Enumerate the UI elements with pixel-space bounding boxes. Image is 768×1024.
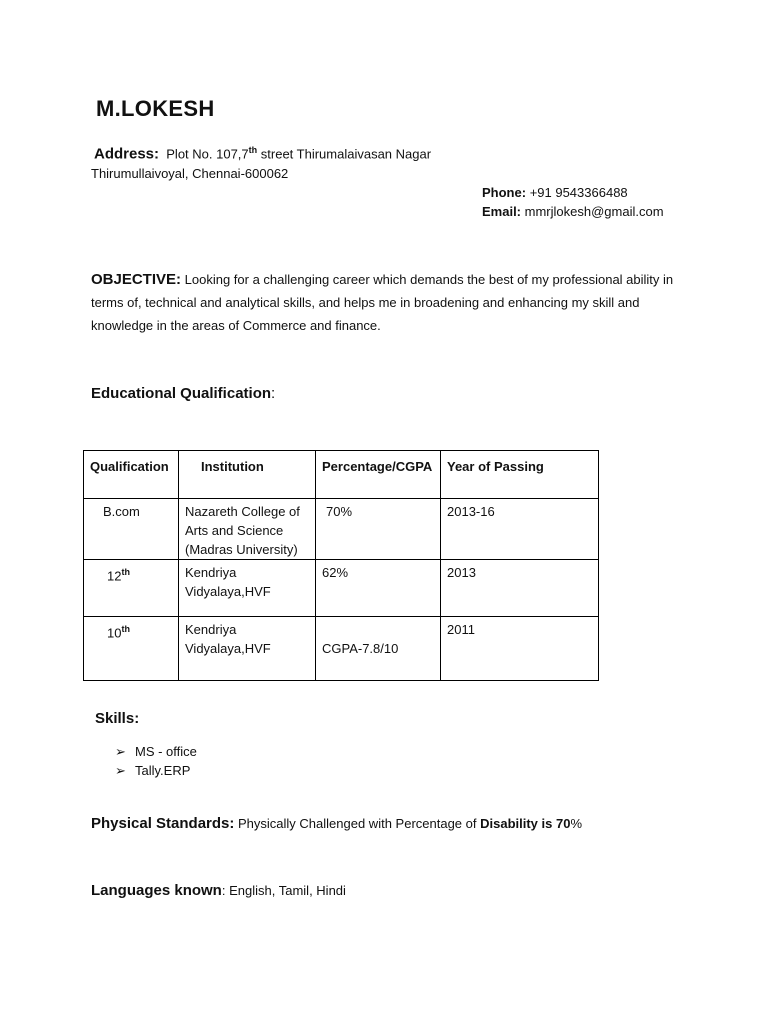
address-label: Address:: [94, 145, 160, 163]
phone-number: +91 9543366488: [529, 185, 628, 200]
table-cell: [84, 560, 179, 617]
table-header-row: [84, 451, 599, 499]
phone-line: [482, 185, 628, 200]
table-cell: [441, 617, 599, 681]
row-institution: Nazareth College of Arts and Science (Madras University): [185, 504, 300, 557]
table-header: [84, 451, 179, 499]
candidate-name: M.LOKESH: [96, 96, 215, 121]
phone-label: Phone:: [482, 185, 527, 200]
row-percentage: CGPA-7.8/10: [322, 641, 399, 656]
row-institution: Kendriya Vidyalaya,HVF: [185, 622, 271, 656]
table-header: [179, 451, 316, 499]
qualification-number: 10: [107, 625, 122, 641]
physical-label: Physical Standards:: [91, 815, 235, 832]
education-heading-colon: :: [271, 385, 276, 402]
skills-heading: Skills:: [95, 710, 140, 727]
physical-text: Physically Challenged with Percentage of: [238, 816, 477, 831]
table-header: [441, 451, 599, 499]
address-line-1: [94, 145, 431, 162]
table-row: [84, 560, 599, 617]
row-percentage: 70%: [326, 504, 353, 519]
row-year: 2013: [447, 565, 476, 580]
physical-standards: [91, 815, 582, 832]
languages-known: [91, 882, 346, 899]
arrow-bullet-icon: ➢: [115, 763, 126, 778]
languages-text: English, Tamil, Hindi: [229, 883, 346, 898]
email-line: [482, 204, 664, 219]
header-year: Year of Passing: [447, 459, 544, 474]
education-heading-text: Educational Qualification: [91, 385, 272, 402]
physical-tail: %: [570, 816, 582, 831]
objective-section: [91, 268, 691, 337]
qualification-number: 12: [107, 568, 122, 584]
list-item: [115, 761, 197, 780]
list-item: [115, 742, 197, 761]
table-cell: [179, 499, 316, 560]
address-line-2: Thirumullaivoyal, Chennai-600062: [91, 166, 289, 181]
skills-list: [115, 742, 197, 780]
languages-colon: :: [221, 883, 226, 898]
row-qualification: [84, 560, 178, 585]
physical-bold: Disability is 70: [480, 816, 571, 831]
row-year: 2011: [447, 622, 475, 637]
row-qualification: [84, 617, 178, 642]
table-cell: [84, 617, 179, 681]
education-heading: [91, 385, 275, 402]
objective-text: Looking for a challenging career which demands the best of my professional ability in terms of, technical and analytical skills, and helps me in broadening and enhancing my skill and knowledge in the areas of Commerce and finance.: [91, 272, 674, 333]
table-row: [84, 617, 599, 681]
email-label: Email:: [482, 204, 522, 219]
table-cell: [179, 617, 316, 681]
table-cell: [179, 560, 316, 617]
row-percentage: 62%: [322, 565, 349, 580]
address-line1-post: street Thirumalaivasan Nagar: [257, 146, 432, 162]
email-address: mmrjlokesh@gmail.com: [524, 204, 664, 219]
row-year: 2013-16: [447, 504, 495, 519]
table-cell: [84, 499, 179, 560]
languages-label: Languages known: [91, 882, 222, 899]
qualification-table: [83, 450, 599, 681]
skill-text: MS - office: [135, 744, 197, 759]
arrow-bullet-icon: ➢: [115, 744, 126, 759]
table-cell: [441, 560, 599, 617]
address-superscript: th: [248, 145, 258, 155]
header-institution: Institution: [201, 459, 264, 474]
table-row: [84, 499, 599, 560]
objective-label: OBJECTIVE:: [91, 271, 182, 288]
skill-text: Tally.ERP: [135, 763, 191, 778]
row-institution: Kendriya Vidyalaya,HVF: [185, 565, 271, 599]
table-cell: [441, 499, 599, 560]
table-cell: [316, 499, 441, 560]
table-cell: [316, 617, 441, 681]
qualification-superscript: th: [121, 624, 130, 634]
table-cell: [316, 560, 441, 617]
header-percentage: Percentage/CGPA: [322, 459, 433, 474]
qualification-superscript: th: [121, 567, 130, 577]
table-header: [316, 451, 441, 499]
header-qualification: Qualification: [90, 459, 169, 474]
row-qualification: B.com: [103, 504, 140, 519]
address-line1-pre: Plot No. 107,7: [166, 146, 249, 162]
